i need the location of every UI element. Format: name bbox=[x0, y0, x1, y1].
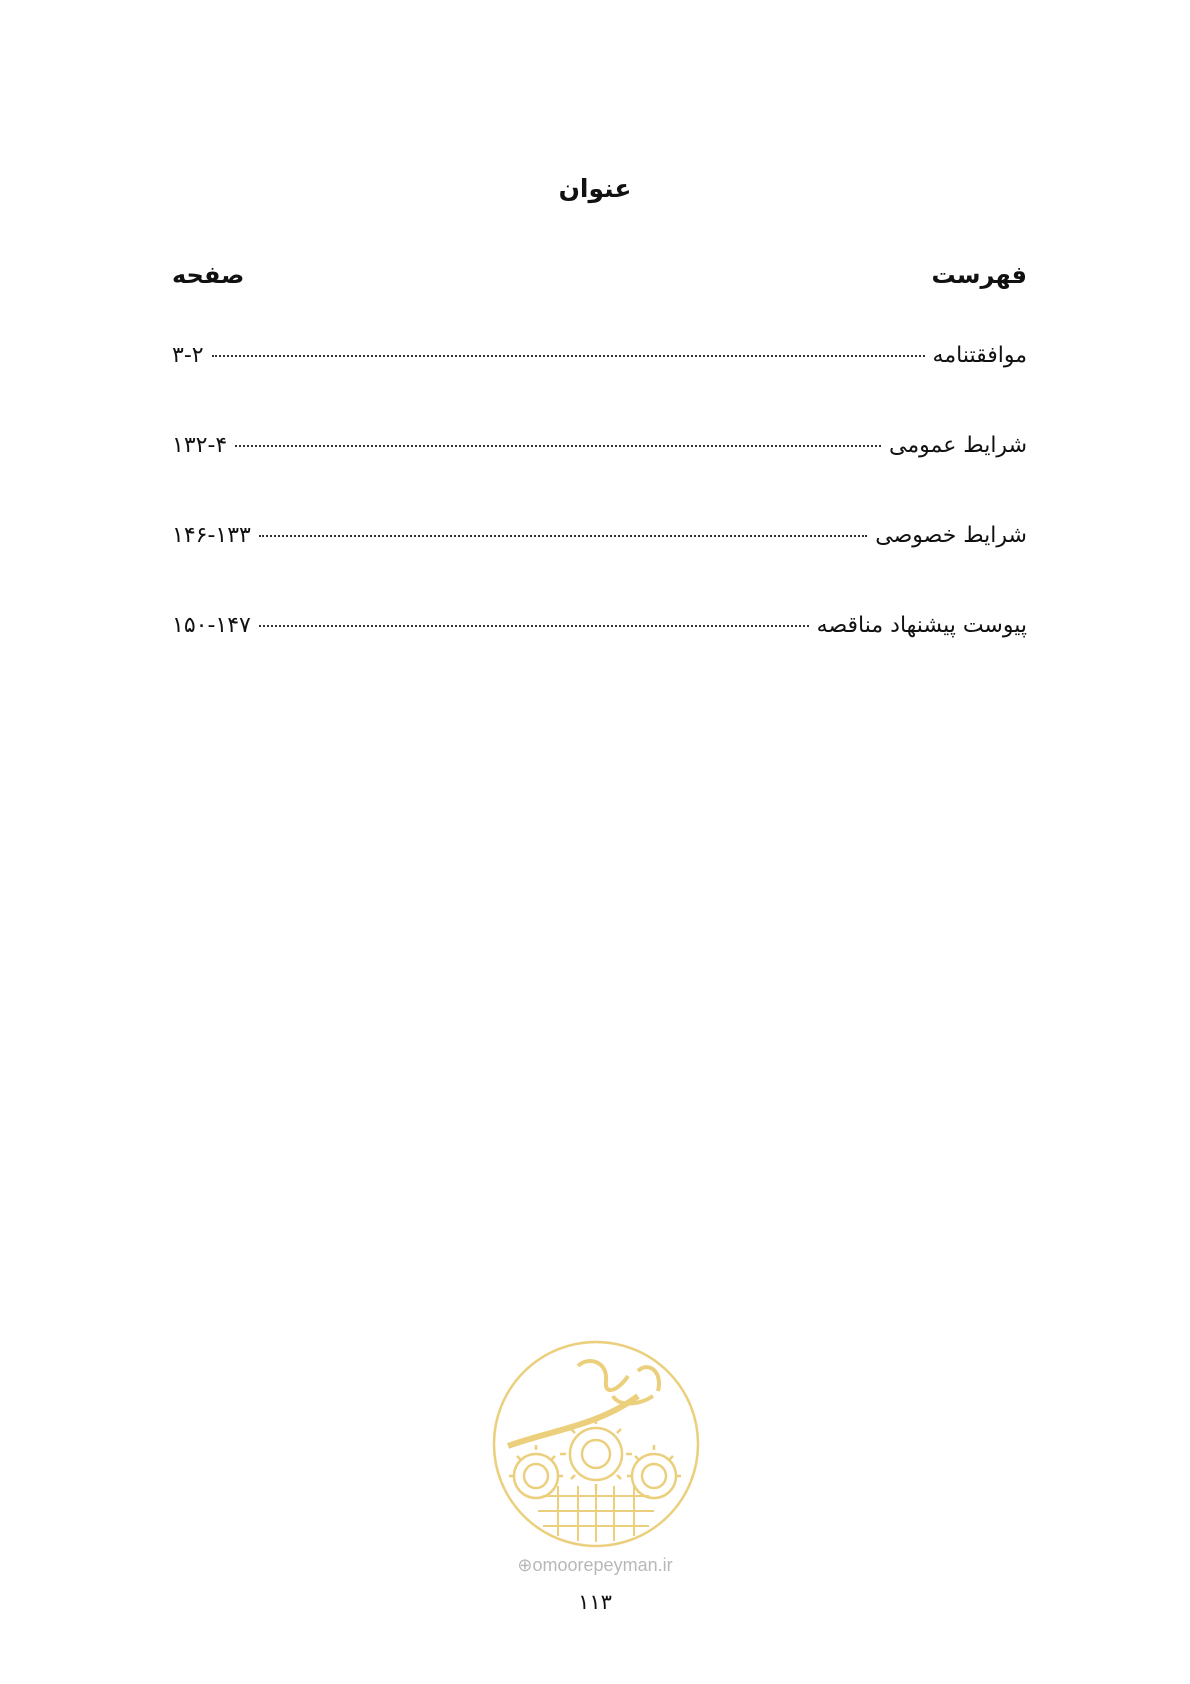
table-of-contents bbox=[172, 255, 1027, 653]
toc-header-page: صفحه bbox=[172, 261, 245, 289]
toc-leader-dots bbox=[259, 535, 867, 537]
toc-entry-title: پیوست پیشنهاد مناقصه bbox=[816, 613, 1027, 638]
toc-leader-dots bbox=[259, 625, 809, 627]
toc-entry-title: شرایط خصوصی bbox=[875, 523, 1027, 548]
page-title: عنوان bbox=[558, 174, 632, 203]
toc-entry-pages: ۳-۲ bbox=[172, 343, 204, 368]
toc-entry bbox=[172, 523, 1027, 563]
toc-entry-pages: ۱۵۰-۱۴۷ bbox=[172, 613, 251, 638]
toc-entry-pages: ۱۴۶-۱۳۳ bbox=[172, 523, 251, 548]
omoorepeyman-seal-logo bbox=[488, 1336, 704, 1552]
toc-header-title: فهرست bbox=[931, 261, 1027, 289]
toc-leader-dots bbox=[212, 355, 925, 357]
toc-entry bbox=[172, 613, 1027, 653]
globe-icon: ⊕ bbox=[517, 1555, 533, 1575]
toc-leader-dots bbox=[235, 445, 881, 447]
watermark-site-text: omoorepeyman.ir bbox=[532, 1555, 673, 1575]
toc-entry bbox=[172, 343, 1027, 383]
toc-entry-title: شرایط عمومی bbox=[888, 433, 1027, 458]
toc-entry-title: موافقتنامه bbox=[932, 343, 1027, 368]
page-number: ۱۱۳ bbox=[578, 1590, 612, 1614]
watermark-site bbox=[0, 1555, 1190, 1576]
toc-entry-pages: ۱۳۲-۴ bbox=[172, 433, 228, 458]
toc-list bbox=[172, 343, 1027, 653]
toc-header bbox=[172, 255, 1027, 295]
toc-entry bbox=[172, 433, 1027, 473]
